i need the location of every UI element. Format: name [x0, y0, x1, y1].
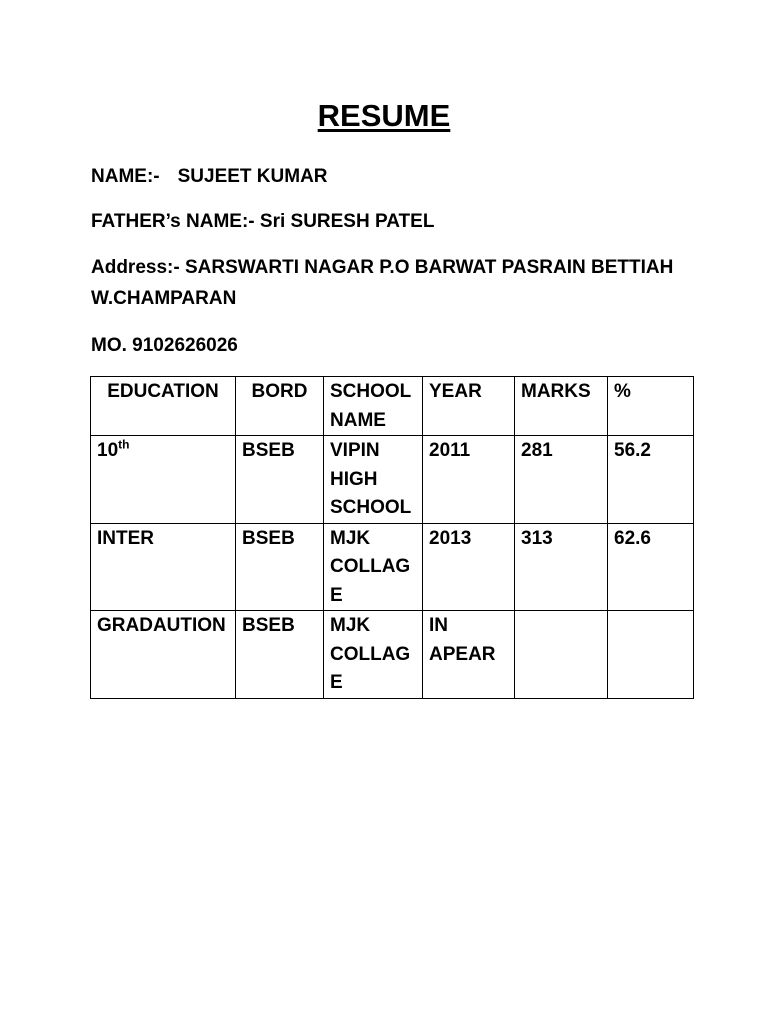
address-line-1 [91, 252, 673, 283]
page-title: RESUME [317, 98, 451, 133]
cell-school: VIPIN HIGH SCHOOL [324, 436, 423, 524]
cell-board: BSEB [236, 436, 324, 524]
header-marks: MARKS [515, 377, 608, 436]
table-header-row [91, 377, 694, 436]
cell-year: IN APEAR [423, 611, 515, 699]
table-row [91, 523, 694, 611]
cell-education: GRADAUTION [91, 611, 236, 699]
mobile-value: 9102626026 [132, 335, 238, 356]
father-name-label: FATHER’s NAME:- [91, 211, 255, 232]
cell-year: 2013 [423, 523, 515, 611]
education-table [90, 376, 694, 699]
father-name-value: Sri SURESH PATEL [259, 211, 435, 232]
name-label: NAME:- [91, 166, 160, 187]
cell-percent: 62.6 [608, 523, 694, 611]
table-row [91, 436, 694, 524]
header-percent: % [608, 377, 694, 436]
cell-percent [608, 611, 694, 699]
cell-percent: 56.2 [608, 436, 694, 524]
father-name-line [91, 206, 434, 237]
cell-board: BSEB [236, 523, 324, 611]
address-value-2: W.CHAMPARAN [91, 288, 237, 309]
address-value-1: SARSWARTI NAGAR P.O BARWAT PASRAIN BETTIAH [184, 257, 674, 278]
table-row [91, 611, 694, 699]
cell-marks [515, 611, 608, 699]
header-board: BORD [236, 377, 324, 436]
cell-marks: 281 [515, 436, 608, 524]
address-label: Address:- [91, 257, 180, 278]
cell-marks: 313 [515, 523, 608, 611]
cell-school: MJK COLLAGE [324, 611, 423, 699]
address-line-2 [91, 283, 236, 314]
header-year: YEAR [423, 377, 515, 436]
cell-education: INTER [91, 523, 236, 611]
mobile-label: MO. [91, 335, 127, 356]
header-education: EDUCATION [91, 377, 236, 436]
cell-year: 2011 [423, 436, 515, 524]
mobile-line [91, 330, 238, 361]
cell-board: BSEB [236, 611, 324, 699]
header-school-name: SCHOOL NAME [324, 377, 423, 436]
name-value: SUJEET KUMAR [177, 166, 328, 187]
cell-education-sup: th [118, 437, 130, 452]
name-line [91, 161, 328, 192]
cell-school: MJK COLLAGE [324, 523, 423, 611]
cell-education: 10th [91, 436, 236, 524]
